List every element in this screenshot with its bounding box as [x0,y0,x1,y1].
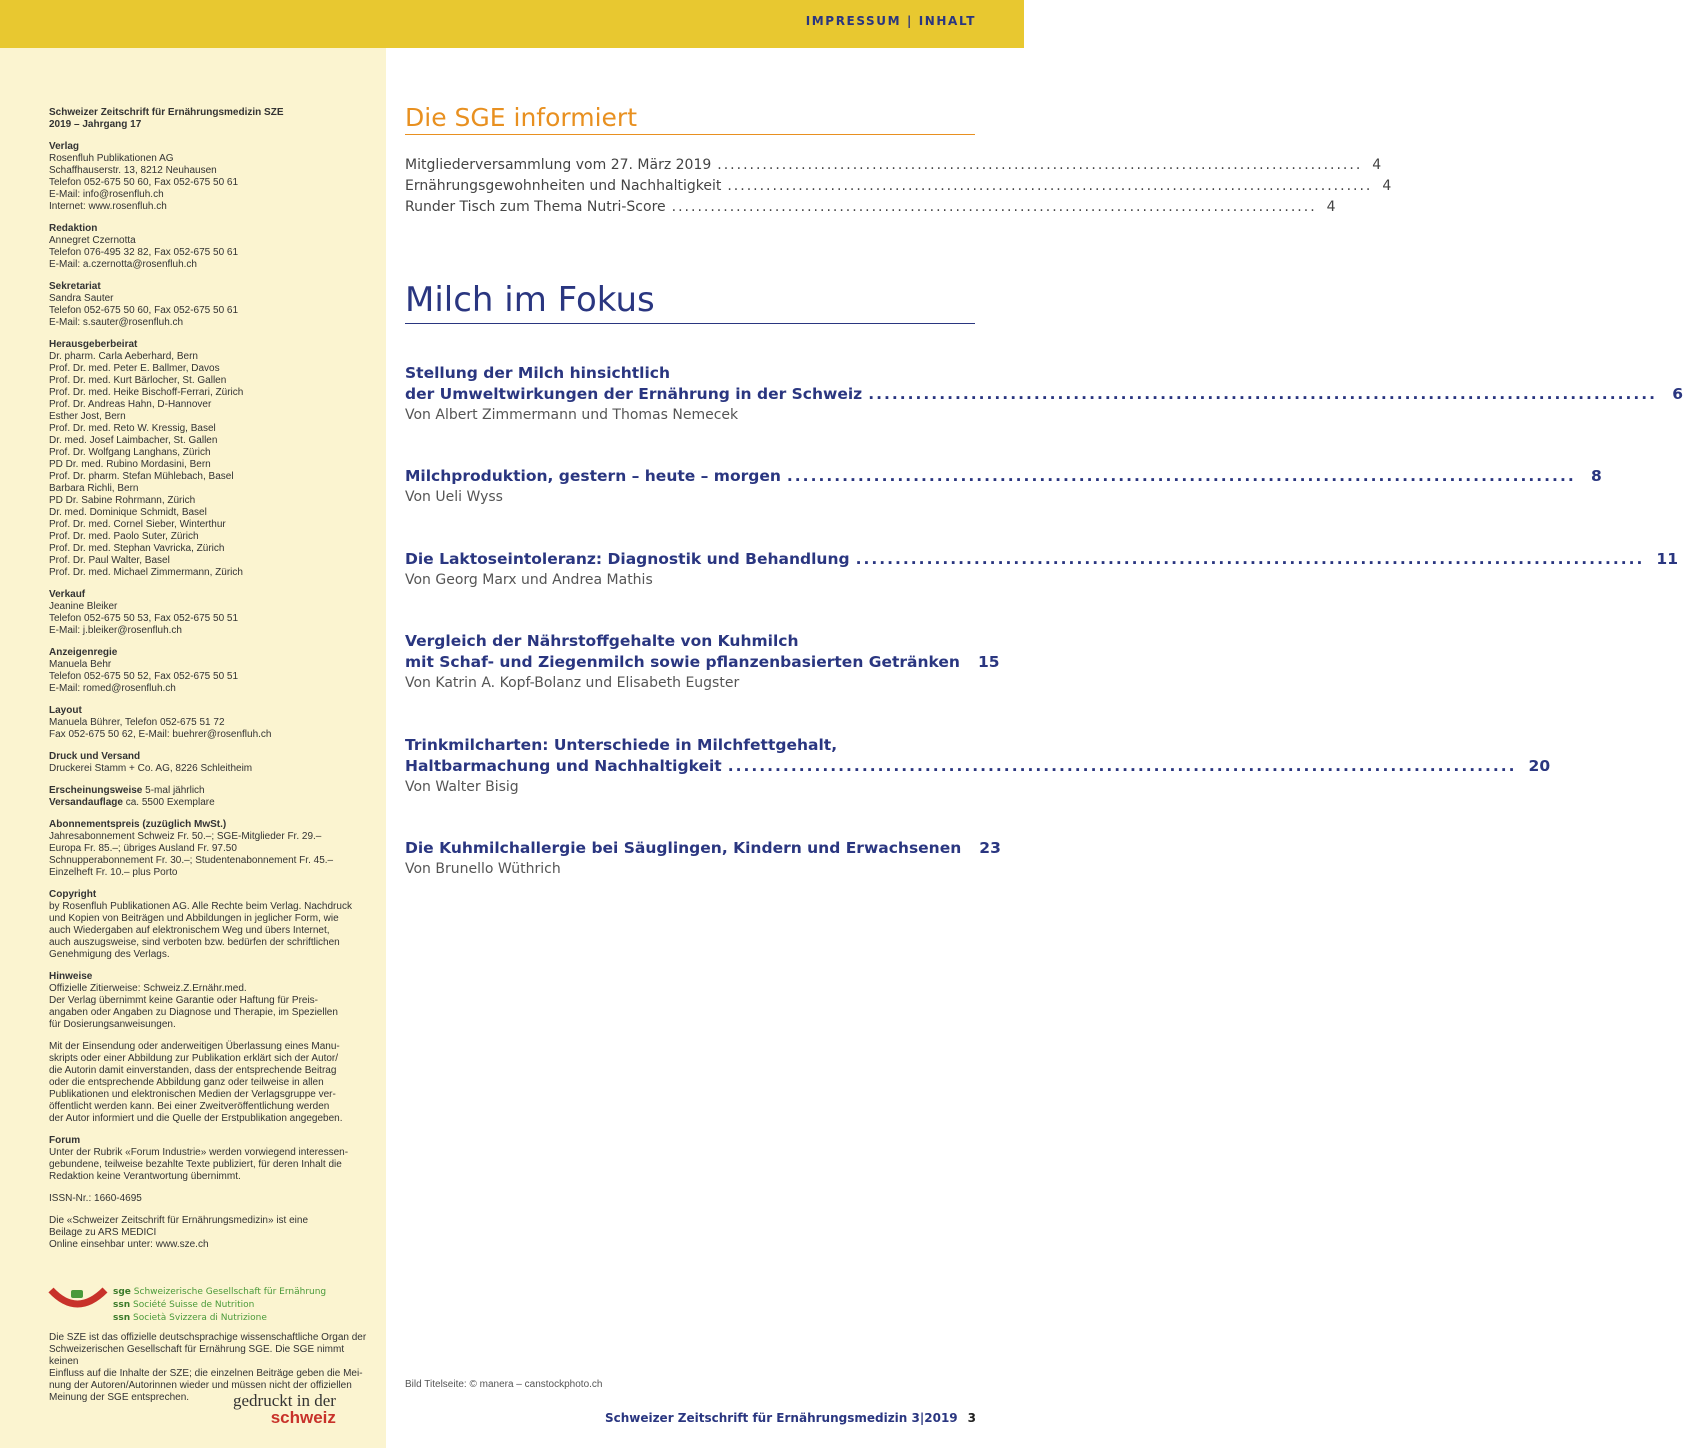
abo-block [49,819,379,879]
article-entry[interactable] [405,838,1001,880]
article-entry[interactable] [405,363,1683,426]
forum-heading: Forum [49,1135,81,1146]
footer-page-number: 3 [967,1411,976,1425]
versandauflage-text: ca. 5500 Exemplare [125,797,215,808]
druck-block [49,751,379,775]
sge-logo-line-2: Société Suisse de Nutrition [133,1300,255,1310]
anzeigenregie-block [49,647,379,695]
article-authors: Von Ueli Wyss [405,489,503,505]
print-logo-line-2: schweiz [270,1408,336,1427]
layout-heading: Layout [49,705,82,716]
article-title: Die Kuhmilchallergie bei Säuglingen, Kindern und Erwachsenen [405,839,962,857]
article-entry[interactable] [405,735,1551,798]
verlag-heading: Verlag [49,141,80,152]
copyright-heading: Copyright [49,889,97,900]
copyright-block [49,889,379,961]
article-page: 11 [1656,550,1678,568]
sekretariat-heading: Sekretariat [49,281,101,292]
article-entry[interactable] [405,549,1678,591]
sekretariat-text: Sandra Sauter Telefon 052-675 50 60, Fax 052-675 50 61 E-Mail: s.sauter@rosenfluh.ch [49,293,239,328]
footer-journal: Schweizer Zeitschrift für Ernährungsmedizin 3|2019 [604,1411,958,1425]
header-bar [0,0,1024,48]
sge-logo-abbr-3: ssn [113,1313,131,1323]
masthead-volume: 2019 – Jahrgang 17 [49,119,142,130]
leader-dots: .................................................................................................... [855,550,1645,568]
issn-block [49,1193,379,1205]
article-page: 6 [1672,385,1683,403]
article-entry[interactable] [405,466,1602,508]
sge-logo-abbr-2: ssn [113,1300,131,1310]
masthead-title: Schweizer Zeitschrift für Ernährungsmedizin SZE [49,107,284,118]
leader-dots: .................................................................................................... [727,178,1373,194]
hinweise-block [49,971,379,1031]
leader-dots: .................................................................................................... [671,199,1317,215]
printed-in-switzerland-logo [233,1392,336,1426]
verkauf-heading: Verkauf [49,589,86,600]
article-title-line-2: der Umweltwirkungen der Ernährung in der Schweiz [405,385,863,403]
page-footer [605,1411,976,1425]
erscheinung-heading: Erscheinungsweise [49,785,143,796]
druck-heading: Druck und Versand [49,751,141,762]
sge-item-page: 4 [1382,178,1392,194]
masthead [49,107,379,131]
forum-block [49,1135,379,1183]
einsendung-text: Mit der Einsendung oder anderweitigen Überlassung eines Manu- skripts oder einer Abbildung zur Publikation erklärt sich der Autor/ die Autorin damit einverstanden, dass der entsprechende Beitrag oder die entsprechende Abbildung ganz oder teilweise in allen Publikationen und elektronischen Medien der Verlagsgruppe ver- öffentlicht werden kann. Bei einer Zweitveröffentlichung werden der Autor informiert und die Quelle der Erstpublikation angegeben. [49,1041,343,1124]
impressum-text [49,107,379,1261]
article-authors: Von Brunello Wüthrich [405,861,561,877]
sge-item[interactable] [405,197,1336,218]
article-title-line-1: Stellung der Milch hinsichtlich [405,364,670,382]
abo-heading: Abonnementspreis (zuzüglich MwSt.) [49,819,227,830]
article-title-line-1: Trinkmilcharten: Unterschiede in Milchfettgehalt, [405,736,838,754]
issn-text: ISSN-Nr.: 1660-4695 [49,1193,142,1204]
article-title-line-1: Vergleich der Nährstoffgehalte von Kuhmilch [405,632,799,650]
sekretariat-block [49,281,379,329]
organ-note-text: Die SZE ist das offizielle deutschsprachige wissenschaftliche Organ der Schweizerischen Gesellschaft für Ernährung SGE. Die SGE nimmt keinen Einfluss auf die Inhalte der SZE; die einzelnen Beiträge geben die Mei- nung der Autoren/Autorinnen wieder und müssen nicht der offiziellen Meinung der SGE entsprechen. [49,1332,367,1403]
anzeigenregie-heading: Anzeigenregie [49,647,118,658]
forum-text: Unter der Rubrik «Forum Industrie» werden vorwiegend interessen- gebundene, teilweise bezahlte Texte publiziert, für deren Inhalt die Redaktion keine Verantwortung übernimmt. [49,1147,349,1182]
sge-logo-text [113,1286,326,1325]
article-authors: Von Albert Zimmermann und Thomas Nemecek [405,407,739,423]
sge-item-title: Ernährungsgewohnheiten und Nachhaltigkeit [405,178,722,194]
sge-item-title: Mitgliederversammlung vom 27. März 2019 [405,157,712,173]
print-logo-line-1: gedruckt in der [233,1391,336,1410]
sge-item-page: 4 [1372,157,1382,173]
article-authors: Von Georg Marx und Andrea Mathis [405,572,653,588]
redaktion-block [49,223,379,271]
focus-section-rule [405,323,975,324]
versandauflage-heading: Versandauflage [49,797,123,808]
article-title-line-2: Haltbarmachung und Nachhaltigkeit [405,757,722,775]
hinweise-text: Offizielle Zitierweise: Schweiz.Z.Ernähr.med. Der Verlag übernimmt keine Garantie oder Haftung für Preis- angaben oder Angaben zu Diagnose und Therapie, im Speziellen für Dosierungsanweisungen. [49,983,338,1030]
verkauf-text: Jeanine Bleiker Telefon 052-675 50 53, Fax 052-675 50 51 E-Mail: j.bleiker@rosenfluh.ch [49,601,239,636]
sge-section-title: Die SGE informiert [405,103,637,132]
redaktion-heading: Redaktion [49,223,98,234]
druck-text: Druckerei Stamm + Co. AG, 8226 Schleitheim [49,763,253,774]
anzeigenregie-text: Manuela Behr Telefon 052-675 50 52, Fax 052-675 50 51 E-Mail: romed@rosenfluh.ch [49,659,239,694]
sge-item-list [405,155,1392,218]
abo-text: Jahresabonnement Schweiz Fr. 50.–; SGE-Mitglieder Fr. 29.– Europa Fr. 85.–; übriges Ausland Fr. 97.50 Schnupperabonnement Fr. 30.–; Studentenabonnement Fr. 45.– Einzelheft Fr. 10.– plus Porto [49,831,334,878]
herausgeberbeirat-text: Dr. pharm. Carla Aeberhard, Bern Prof. Dr. med. Peter E. Ballmer, Davos Prof. Dr. med. Kurt Bärlocher, St. Gallen Prof. Dr. med. Heike Bischoff-Ferrari, Zürich Prof. Dr. Andreas Hahn, D-Hannover Esther Jost, Bern Prof. Dr. med. Reto W. Kressig, Basel Dr. med. Josef Laimbacher, St. Gallen Prof. Dr. Wolfgang Langhans, Zürich PD Dr. med. Rubino Mordasini, Bern Prof. Dr. pharm. Stefan Mühlebach, Basel Barbara Richli, Bern PD Dr. Sabine Rohrmann, Zürich Dr. med. Dominique Schmidt, Basel Prof. Dr. med. Cornel Sieber, Winterthur Prof. Dr. med. Paolo Suter, Zürich Prof. Dr. med. Stephan Vavricka, Zürich Prof. Dr. Paul Walter, Basel Prof. Dr. med. Michael Zimmermann, Zürich [49,351,244,578]
section-label: IMPRESSUM | INHALT [805,14,976,28]
erscheinung-text: 5-mal jährlich [145,785,205,796]
article-page: 20 [1528,757,1551,775]
article-title: Milchproduktion, gestern – heute – morgen [405,467,781,485]
redaktion-text: Annegret Czernotta Telefon 076-495 32 82, Fax 052-675 50 61 E-Mail: a.czernotta@rosenfluh.ch [49,235,239,270]
leader-dots: .................................................................................................... [786,467,1576,485]
article-page: 15 [977,653,1000,671]
hinweise-heading: Hinweise [49,971,93,982]
leader-dots: .................................................................................................... [727,757,1517,775]
verkauf-block [49,589,379,637]
article-title: Die Laktoseintoleranz: Diagnostik und Behandlung [405,550,850,568]
sge-section-rule [405,134,975,135]
article-authors: Von Walter Bisig [405,779,519,795]
article-page: 23 [979,839,1001,857]
layout-text: Manuela Bührer, Telefon 052-675 51 72 Fax 052-675 50 62, E-Mail: buehrer@rosenfluh.ch [49,717,272,740]
focus-section-title: Milch im Fokus [405,280,655,320]
leader-dots: .................................................................................................... [717,157,1363,173]
article-title-line-2: mit Schaf- und Ziegenmilch sowie pflanzenbasierten Getränken [405,653,960,671]
article-entry[interactable] [405,631,1000,694]
layout-block [49,705,379,741]
sge-logo-line-1: Schweizerische Gesellschaft für Ernährung [133,1287,327,1297]
sge-item[interactable] [405,155,1382,176]
sge-item-page: 4 [1326,199,1336,215]
copyright-text: by Rosenfluh Publikationen AG. Alle Rechte beim Verlag. Nachdruck und Kopien von Beiträgen und Abbildungen in jeglicher Form, wie auch Wiedergaben auf elektronischem Weg und übers Internet, auch auszugsweise, sind verboten bzw. bedürfen der schriftlichen Genehmigung des Verlags. [49,901,352,960]
sge-logo-abbr-1: sge [113,1287,131,1297]
cover-credit: Bild Titelseite: © manera – canstockphoto.ch [405,1379,603,1390]
beilage-text: Die «Schweizer Zeitschrift für Ernährungsmedizin» ist eine Beilage zu ARS MEDICI Online einsehbar unter: www.sze.ch [49,1215,308,1250]
sge-item[interactable] [405,176,1392,197]
leader-dots: .................................................................................................... [868,385,1658,403]
erscheinung-block [49,785,379,809]
article-authors: Von Katrin A. Kopf-Bolanz und Elisabeth Eugster [405,675,740,691]
verlag-text: Rosenfluh Publikationen AG Schaffhauserstr. 13, 8212 Neuhausen Telefon 052-675 50 60, Fax 052-675 50 61 E-Mail: info@rosenfluh.ch Internet: www.rosenfluh.ch [49,153,239,212]
beilage-block [49,1215,379,1251]
sge-logo-line-3: Società Svizzera di Nutrizione [133,1313,267,1323]
herausgeberbeirat-heading: Herausgeberbeirat [49,339,138,350]
herausgeberbeirat-block [49,339,379,579]
article-page: 8 [1590,467,1602,485]
sge-item-title: Runder Tisch zum Thema Nutri-Score [405,199,666,215]
einsendung-block [49,1041,379,1125]
verlag-block [49,141,379,213]
